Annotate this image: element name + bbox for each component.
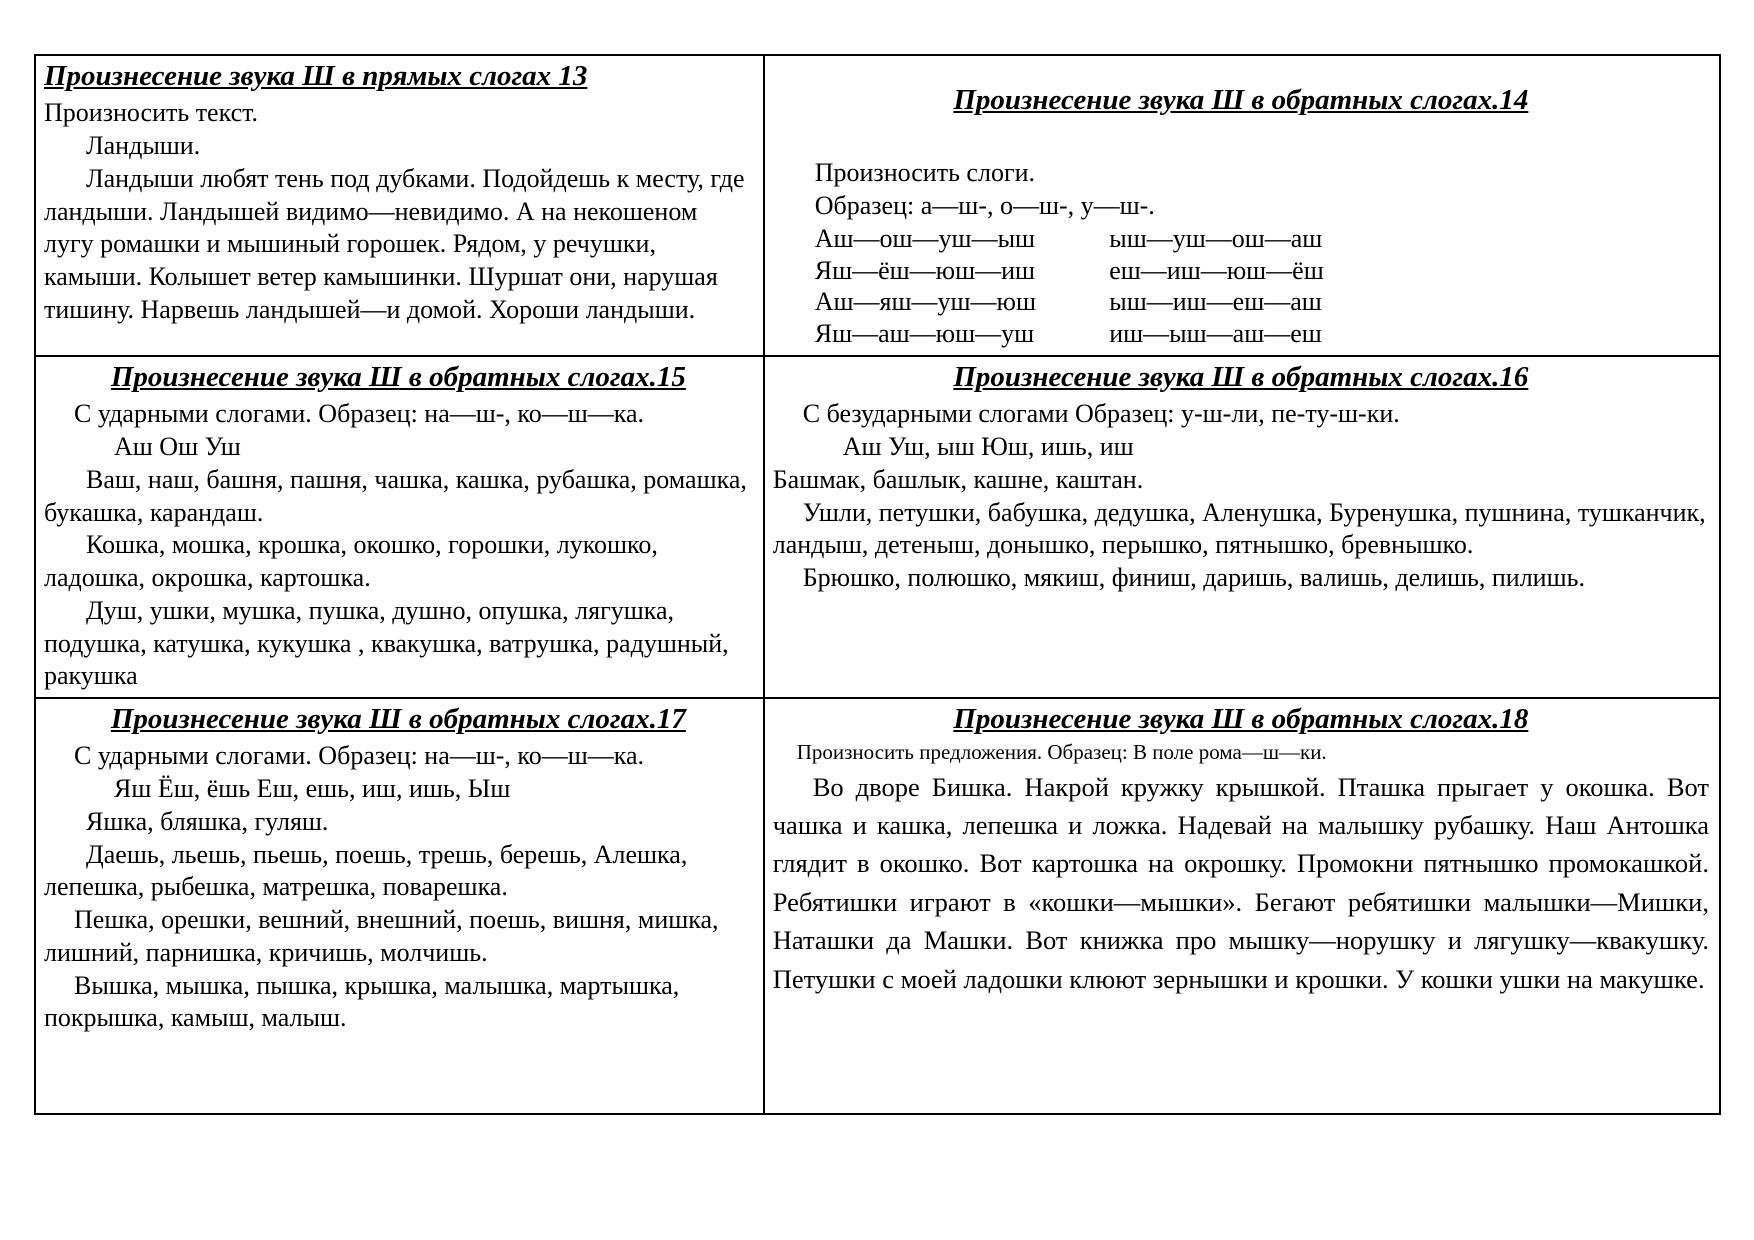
exercise-17-word-list-2: Даешь, льешь, пьешь, поешь, трешь, берешь, Алешка, лепешка, рыбешка, матрешка, поварешка. (44, 839, 688, 902)
syllable-group-right: ыш—уш—ош—аш (1109, 223, 1323, 253)
syllable-table (773, 223, 1709, 350)
exercise-18-instruction: Произносить предложения. Образец: В поле рома—ш—ки. (796, 740, 1327, 765)
exercise-15-word-list-1: Ваш, наш, башня, пашня, чашка, кашка, рубашка, ромашка, букашка, карандаш. (44, 464, 747, 527)
exercise-16-word-list-2: Ушли, петушки, бабушка, дедушка, Аленушка, Буренушка, пушнина, тушканчик, ландыш, детеныш, донышко, перышко, пятнышко, бревнышко. (772, 497, 1706, 560)
syllable-row (773, 286, 1709, 318)
exercise-cell-14 (765, 56, 1719, 357)
syllable-group-right: ыш—иш—еш—аш (1109, 287, 1322, 317)
syllable-group-right: иш—ыш—аш—еш (1109, 319, 1322, 348)
exercise-cell-18 (765, 699, 1719, 1113)
exercise-15-instruction: С ударными слогами. Образец: на—ш-, ко—ш—ка. (74, 399, 645, 429)
exercise-cell-17 (36, 699, 765, 1113)
syllable-group-left: Яш—ёш—юш—иш (814, 255, 1036, 285)
worksheet-table (34, 54, 1721, 1115)
exercise-16-instruction: С безударными слогами Образец: у-ш-ли, пе-ту-ш-ки. (802, 399, 1400, 429)
exercise-16-word-list-3: Брюшко, полюшко, мякиш, финиш, даришь, валишь, делишь, пилишь. (802, 563, 1585, 593)
exercise-15-word-list-3: Душ, ушки, мушка, пушка, душно, опушка, лягушка, подушка, катушка, кукушка , квакушка, ватрушка, радушный, ракушка (44, 595, 729, 691)
syllable-group-left: Аш—ош—уш—ыш (814, 223, 1036, 253)
syllable-group-right: еш—иш—юш—ёш (1109, 255, 1324, 285)
exercise-18-sentences: Во дворе Бишка. Накрой кружку крышкой. Пташка прыгает у окошка. Вот чашка и кашка, лепешка и ложка. Надевай на малышку рубашку. Наш Антошка глядит в окошко. Вот картошка на окрошку. Промокни пятнышко промокашкой. Ребятишки играют в «кошки—мышки». Бегают ребятишки малышки—Мишки, Наташки да Машки. Вот книжка про мышку—норушку и лягушку—квакушку. Петушки с моей ладошки клюют зернышки и крошки. У кошки ушки на макушке. (772, 771, 1709, 994)
exercise-cell-16 (765, 357, 1719, 699)
exercise-17-syllables: Яш Ёш, ёшь Еш, ешь, иш, ишь, Ыш (114, 774, 511, 804)
exercise-17-title: Произнесение звука Ш в обратных слогах.17 (110, 703, 686, 736)
exercise-16-syllables: Аш Уш, ыш Юш, ишь, иш (842, 432, 1134, 462)
exercise-cell-13 (36, 56, 765, 357)
syllable-group-left: Яш—аш—юш—уш (814, 319, 1035, 348)
syllable-row (773, 318, 1709, 350)
exercise-cell-15 (36, 357, 765, 699)
exercise-17-word-list-3: Пешка, орешки, вешний, внешний, поешь, вишня, мишка, лишний, парнишка, кричишь, молчишь. (44, 905, 719, 967)
exercise-16-word-list-1: Башмак, башлык, кашне, каштан. (772, 464, 1144, 494)
exercise-14-sample: Образец: а—ш-, о—ш-, у—ш-. (814, 191, 1155, 221)
syllable-row (773, 223, 1709, 255)
exercise-13-title: Произнесение звука Ш в прямых слогах 13 (44, 60, 588, 92)
exercise-18-title: Произнесение звука Ш в обратных слогах.18 (953, 703, 1529, 736)
exercise-17-word-list-4: Вышка, мышка, пышка, крышка, малышка, мартышка, покрышка, камыш, малыш. (44, 970, 680, 1033)
exercise-13-text-title: Ландыши. (86, 131, 201, 161)
exercise-14-instruction: Произносить слоги. (814, 158, 1036, 188)
exercise-13-reading-text: Ландыши любят тень под дубками. Подойдешь к месту, где ландыши. Ландышей видимо—невидимо. А на некошеном лугу ромашки и мышиный горошек. Рядом, у речушки, камыши. Колышет ветер камышинки. Шуршат они, нарушая тишину. Нарвешь ландышей—и домой. Хороши ландыши. (44, 163, 745, 324)
exercise-15-word-list-2: Кошка, мошка, крошка, окошко, горошки, лукошко, ладошка, окрошка, картошка. (44, 530, 658, 593)
exercise-15-title: Произнесение звука Ш в обратных слогах.15 (110, 361, 686, 393)
exercise-15-syllables: Аш Ош Уш (114, 432, 241, 462)
syllable-group-left: Аш—яш—уш—юш (814, 287, 1036, 317)
exercise-16-title: Произнесение звука Ш в обратных слогах.16 (953, 361, 1529, 393)
syllable-row (773, 255, 1709, 287)
exercise-17-word-list-1: Яшка, бляшка, гуляш. (86, 806, 329, 836)
exercise-17-instruction: С ударными слогами. Образец: на—ш-, ко—ш—ка. (74, 741, 645, 771)
exercise-13-instruction: Произносить текст. (44, 98, 259, 128)
exercise-14-title: Произнесение звука Ш в обратных слогах.14 (953, 84, 1529, 116)
